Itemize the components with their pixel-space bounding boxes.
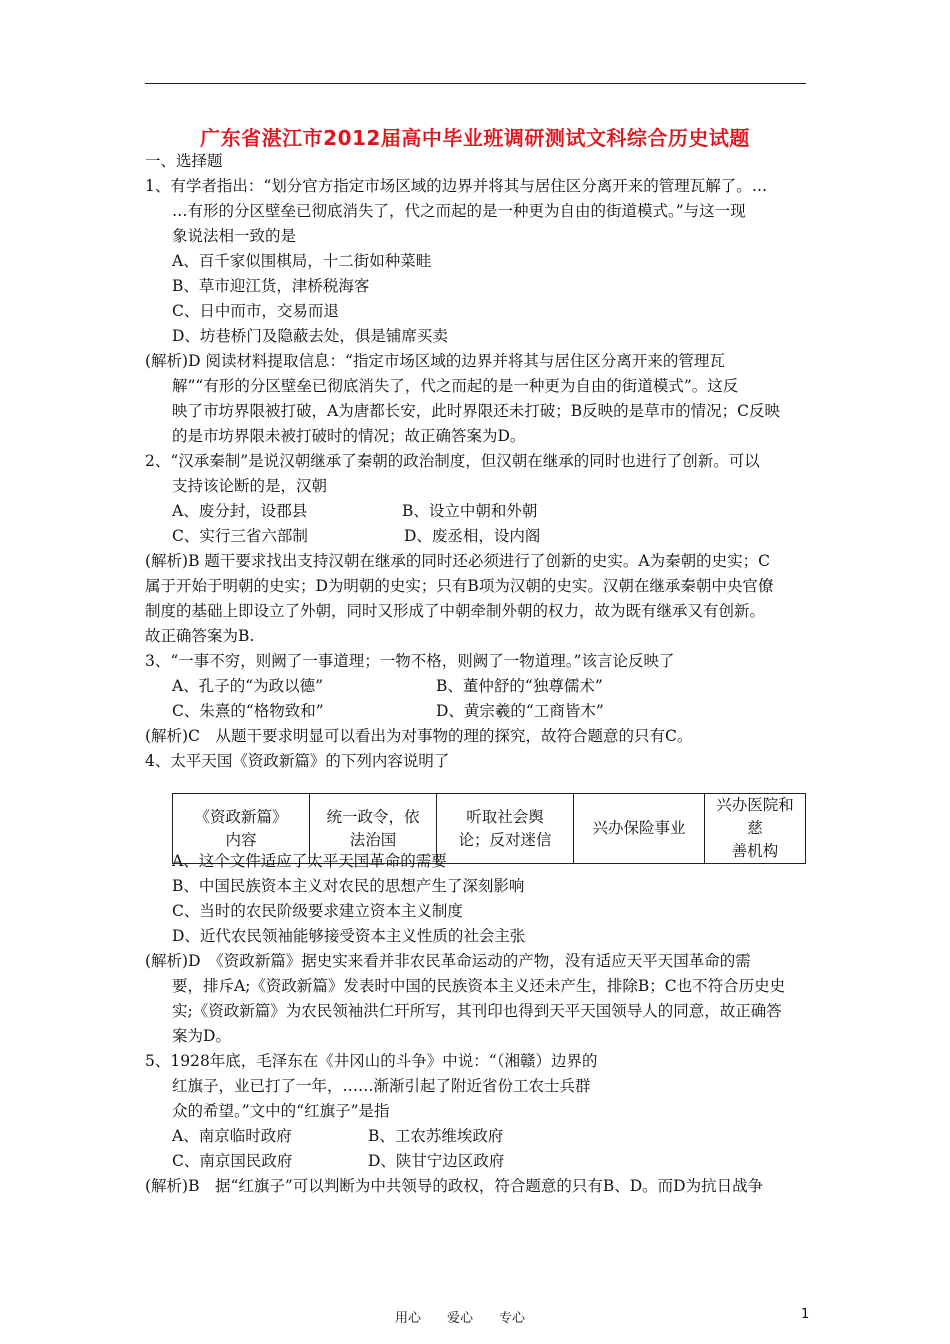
q3-option-c: C、朱熹的“格物致和” — [172, 702, 324, 720]
q1-stem-line: …有形的分区壁垒已彻底消失了，代之而起的是一种更为自由的街道模式。”与这一现 — [172, 202, 746, 220]
table-cell: 听取社会舆 论；反对迷信 — [437, 794, 574, 864]
q4-analysis-line: (解析)D 《资政新篇》据史实来看并非农民革命运动的产物，没有适应天平天国革命的需 — [145, 952, 751, 970]
q4-analysis-line: 案为D。 — [172, 1027, 231, 1045]
table-cell: 统一政令，依 法治国 — [310, 794, 437, 864]
q1-option-c: C、日中而市，交易而退 — [172, 302, 339, 320]
q2-analysis-line: 故正确答案为B. — [145, 627, 255, 645]
q1-option-b: B、草市迎江货，津桥税海客 — [172, 277, 370, 295]
page-title: 广东省湛江市2012届高中毕业班调研测试文科综合历史试题 — [200, 126, 750, 150]
q4-option-d: D、近代农民领袖能够接受资本主义性质的社会主张 — [172, 927, 526, 945]
q4-analysis-line: 实;《资政新篇》为农民领袖洪仁玕所写，其刊印也得到天平天国领导人的同意，故正确答 — [172, 1002, 782, 1020]
q3-stem: 3、“一事不穷，则阙了一事道理；一物不格，则阙了一物道理。”该言论反映了 — [145, 652, 675, 670]
q2-stem-line: 支持该论断的是，汉朝 — [172, 477, 328, 495]
q1-analysis-line: 的是市坊界限未被打破时的情况；故正确答案为D。 — [172, 427, 526, 445]
q1-option-d: D、坊巷桥门及隐蔽去处，俱是铺席买卖 — [172, 327, 448, 345]
q4-option-a: A、这个文件适应了太平天国革命的需要 — [172, 852, 447, 870]
q3-option-a: A、孔子的“为政以德” — [172, 677, 324, 695]
q2-option-a: A、废分封，设郡县 — [172, 502, 308, 520]
q5-analysis: (解析)B 据“红旗子”可以判断为中共领导的政权，符合题意的只有B、D。而D为抗日战争 — [145, 1177, 764, 1195]
q1-analysis-line: 解”“有形的分区壁垒已彻底消失了，代之而起的是一种更为自由的街道模式”。这反 — [172, 377, 739, 395]
table-cell-header: 《资政新篇》 内容 — [173, 794, 310, 864]
q5-option-b: B、工农苏维埃政府 — [368, 1127, 504, 1145]
table-cell: 兴办保险事业 — [574, 794, 705, 864]
table-cell: 兴办医院和慈 善机构 — [705, 794, 806, 864]
footer-motto: 用心 爱心 专心 — [395, 1311, 526, 1326]
q1-stem-line: 象说法相一致的是 — [172, 227, 297, 245]
q2-option-b: B、设立中朝和外朝 — [402, 502, 538, 520]
q5-option-a: A、南京临时政府 — [172, 1127, 292, 1145]
q3-option-d: D、黄宗羲的“工商皆木” — [436, 702, 604, 720]
q1-analysis-line: 映了市坊界限被打破，A为唐都长安，此时界限还未打破；B反映的是草市的情况；C反映 — [172, 402, 780, 420]
q2-analysis-line: 属于开始于明朝的史实；D为明朝的史实；只有B项为汉朝的史实。汉朝在继承秦朝中央官僚 — [145, 577, 774, 595]
q2-analysis-line: (解析)B 题干要求找出支持汉朝在继承的同时还必须进行了创新的史实。A为秦朝的史实；C — [145, 552, 770, 570]
q4-analysis-line: 要，排斥A;《资政新篇》发表时中国的民族资本主义还未产生，排除B；C也不符合历史史 — [172, 977, 786, 995]
q2-analysis-line: 制度的基础上即设立了外朝，同时又形成了中朝牵制外朝的权力，故为既有继承又有创新。 — [145, 602, 766, 620]
q5-stem-line: 红旗子，业已打了一年，……渐渐引起了附近省份工农士兵群 — [172, 1077, 591, 1095]
section-heading: 一、选择题 — [145, 152, 223, 170]
q5-option-c: C、南京国民政府 — [172, 1152, 293, 1170]
q5-option-d: D、陕甘宁边区政府 — [368, 1152, 505, 1170]
q1-analysis-line: (解析)D 阅读材料提取信息：“指定市场区域的边界并将其与居住区分离开来的管理瓦 — [145, 352, 725, 370]
header-rule — [145, 83, 806, 84]
q4-option-c: C、当时的农民阶级要求建立资本主义制度 — [172, 902, 463, 920]
q1-stem-line: 1、有学者指出：“划分官方指定市场区域的边界并将其与居住区分离开来的管理瓦解了。… — [145, 177, 768, 195]
q3-analysis: (解析)C 从题干要求明显可以看出为对事物的理的探究，故符合题意的只有C。 — [145, 727, 693, 745]
q1-option-a: A、百千家似围棋局，十二街如种菜畦 — [172, 252, 432, 270]
page-number: 1 — [801, 1307, 810, 1322]
q4-stem: 4、太平天国《资政新篇》的下列内容说明了 — [145, 752, 450, 770]
q2-stem-line: 2、“汉承秦制”是说汉朝继承了秦朝的政治制度，但汉朝在继承的同时也进行了创新。可以 — [145, 452, 760, 470]
q4-option-b: B、中国民族资本主义对农民的思想产生了深刻影响 — [172, 877, 525, 895]
q3-option-b: B、董仲舒的“独尊儒术” — [436, 677, 603, 695]
q2-option-d: D、废丞相，设内阁 — [404, 527, 541, 545]
q2-option-c: C、实行三省六部制 — [172, 527, 308, 545]
q5-stem-line: 5、1928年底，毛泽东在《井冈山的斗争》中说：“（湘赣）边界的 — [145, 1052, 598, 1070]
q5-stem-line: 众的希望。”文中的“红旗子”是指 — [172, 1102, 390, 1120]
